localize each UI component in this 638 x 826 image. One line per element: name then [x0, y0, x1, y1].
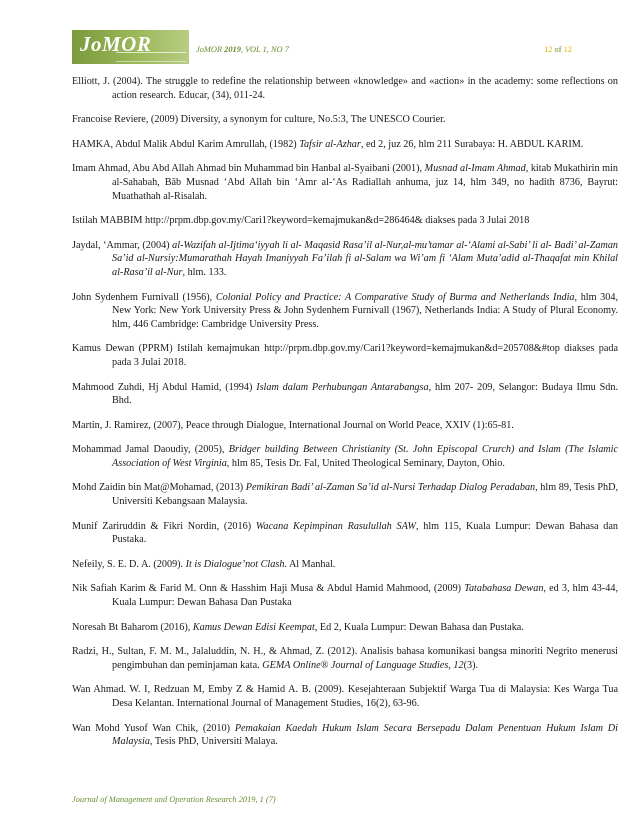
reference-entry: [72, 558, 618, 572]
reference-post: , hlm 115, Kuala Lumpur: Dewan Bahasa dan Pustaka.: [112, 520, 618, 546]
journal-logo: [72, 30, 189, 64]
reference-pre: Imam Ahmad, Abu Abd Allah Ahmad bin Muhammad bin Hanbal al-Syaibani (2001),: [72, 163, 425, 175]
reference-title: Bridger building Between Christianity (St. John Episcopal Crurch) and Islam (The Islamic Association of West Virginia: [112, 444, 618, 469]
reference-post: , hlm. 133.: [182, 266, 227, 278]
reference-post: , ed 2, juz 26, hlm 211 Surabaya: H. ABDUL KARIM.: [360, 138, 584, 150]
reference-entry: [72, 481, 618, 508]
reference-entry: [72, 113, 618, 127]
reference-entry: [72, 582, 618, 609]
reference-post: , hlm 304, New York: New York University Press & John Sydenhem Furnivall (1967), Netherlands India: A Study of Plural Economy. hlm, 446 Cambridge: Cambridge University Press.: [112, 291, 618, 330]
reference-post: . Al Manhal.: [284, 558, 336, 570]
reference-entry: [72, 683, 618, 710]
reference-pre: Nik Safiah Karim & Farid M. Onn & Hasshim Haji Musa & Abdul Hamid Mahmood, (2009): [72, 583, 465, 595]
reference-entry: [72, 621, 618, 635]
page-footer: Journal of Management and Operation Research 2019, 1 (7): [72, 795, 276, 804]
reference-entry: [72, 381, 618, 408]
reference-entry: [72, 291, 618, 332]
reference-pre: Wan Ahmad. W. I, Redzuan M, Emby Z & Hamid A. B. (2009). Kesejahteraan Subjektif Warga Tua di Malaysia: Kes Warga Tua Desa Kelantan. International Journal of Management Studies, 16(2), 63-96.: [72, 684, 618, 709]
page-total: 12: [563, 45, 572, 54]
reference-entry: [72, 138, 618, 152]
reference-post: , kitab Mukathirin min al-Sahabah, Bāb Musnad ‘Abd Allah bin ‘Amr al-‘As Radiallah anhuma, juz 14, hlm 349, no hadith 8736, Bayrut: Muathathah al-Risalah.: [112, 163, 618, 202]
reference-entry: [72, 443, 618, 470]
reference-entry: [72, 520, 618, 547]
reference-post: , hlm 89, Tesis PhD, Universiti Kebangsaan Malaysia.: [112, 482, 618, 508]
page-of-label: of: [552, 45, 564, 54]
reference-title: Pemakaian Kaedah Hukum Islam Secara Bersepadu Dalam Penentuan Hukum Islam Di Malaysia: [112, 722, 618, 748]
reference-entry: [72, 214, 618, 228]
reference-pre: Noresah Bt Baharom (2016),: [72, 621, 193, 633]
reference-entry: [72, 645, 618, 672]
reference-title: Tatabahasa Dewan: [464, 583, 544, 595]
reference-entry: [72, 722, 618, 749]
reference-pre: HAMKA, Abdul Malik Abdul Karim Amrullah, (1982): [72, 138, 300, 150]
reference-title: Colonial Policy and Practice: A Comparative Study of Burma and Netherlands India: [215, 291, 575, 303]
reference-title: Tafsir al-Azhar: [299, 138, 361, 150]
reference-pre: Nefeily, S. E. D. A. (2009).: [72, 558, 186, 570]
reference-pre: Jaydal, ‘Ammar, (2004): [72, 239, 173, 251]
reference-post: , Ed 2, Kuala Lumpur: Dewan Bahasa dan Pustaka.: [314, 621, 524, 633]
reference-pre: Martin, J. Ramirez, (2007), Peace through Dialogue, International Journal on World Peace, XXIV (1):65-81.: [72, 419, 514, 431]
journal-citation: [196, 45, 289, 54]
reference-title: Pemikiran Badi’ al-Zaman Sa’id al-Nursi Terhadap Dialog Peradaban: [245, 482, 536, 494]
logo-decoration: [116, 52, 186, 62]
reference-pre: Elliott, J. (2004). The struggle to redefine the relationship between «knowledge» and «action» in the academy: some reflections on action research. Educar, (34), 011-24.: [72, 76, 618, 101]
page-current: 12: [544, 45, 553, 54]
reference-pre: Mahmood Zuhdi, Hj Abdul Hamid, (1994): [72, 381, 257, 393]
reference-pre: Wan Mohd Yusof Wan Chik, (2010): [72, 722, 235, 734]
reference-post: (3).: [463, 659, 479, 671]
reference-list: [72, 75, 618, 760]
reference-post: , hlm 85, Tesis Dr. Fal, United Theological Seminary, Dayton, Ohio.: [226, 457, 505, 469]
reference-entry: [72, 75, 618, 102]
journal-year: 2019: [224, 45, 241, 54]
reference-pre: Munif Zariruddin & Fikri Nordin, (2016): [72, 520, 256, 532]
journal-name: JoMOR: [196, 45, 223, 54]
logo-text: JoMOR: [80, 32, 152, 56]
reference-title: Kamus Dewan Edisi Keempat: [192, 621, 315, 633]
reference-post: , ed 3, hlm 43-44, Kuala Lumpur: Dewan Bahasa Dan Pustaka: [112, 583, 618, 609]
reference-pre: Radzi, H., Sultan, F. M. M., Jalaluddin, N. H., & Ahmad, Z. (2012). Analisis bahasa komunikasi bangsa minoriti Negrito menerusi pengimbuhan dan peminjaman kata.: [72, 646, 618, 671]
reference-post: , hlm 207- 209, Selangor: Budaya Ilmu Sdn. Bhd.: [112, 381, 618, 407]
page-counter: [544, 45, 572, 54]
journal-volume: , VOL 1, NO 7: [240, 45, 289, 54]
reference-pre: Kamus Dewan (PPRM) Istilah kemajmukan http://prpm.dbp.gov.my/Cari1?keyword=kemajmukan&d=205708&#top diakses pada pada 3 Julai 2018.: [72, 343, 618, 368]
reference-title: GEMA Online® Journal of Language Studies, 12: [262, 659, 464, 671]
reference-title: It is Dialogue’not Clash: [185, 558, 285, 570]
reference-entry: [72, 419, 618, 433]
reference-title: al-Wazifah al-Ijtima‘iyyah li al- Maqasid Rasa’il al-Nur,al-mu’tamar al-‘Alami al-Sabi’ li al- Badi’ al-Zaman Sa’id al-Nursiy:Mumarathah Hayah Imaniyyah Fa’ilah fi al-Salam wa Wi’am fi ‘Alam Muta’adid al-Thaqafat min Khilal al-Rasa’il al-Nur: [112, 239, 619, 278]
reference-title: Wacana Kepimpinan Rasulullah SAW: [255, 520, 416, 532]
reference-entry: [72, 239, 618, 280]
reference-pre: Istilah MABBIM http://prpm.dbp.gov.my/Cari1?keyword=kemajmukan&d=286464& diakses pada 3 Julai 2018: [72, 215, 530, 227]
reference-title: Islam dalam Perhubungan Antarabangsa: [256, 381, 429, 393]
reference-pre: Mohd Zaidin bin Mat@Mohamad, (2013): [72, 482, 246, 494]
reference-title: Musnad al-Imam Ahmad: [424, 163, 526, 175]
reference-post: , Tesis PhD, Universiti Malaya.: [149, 736, 278, 748]
reference-pre: Mohammad Jamal Daoudiy, (2005),: [72, 444, 229, 456]
reference-entry: [72, 162, 618, 203]
reference-pre: John Sydenhem Furnivall (1956),: [72, 291, 216, 303]
reference-entry: [72, 342, 618, 369]
reference-pre: Francoise Reviere, (2009) Diversity, a synonym for culture, No.5:3, The UNESCO Courier.: [72, 114, 446, 126]
page-header: [72, 30, 572, 64]
